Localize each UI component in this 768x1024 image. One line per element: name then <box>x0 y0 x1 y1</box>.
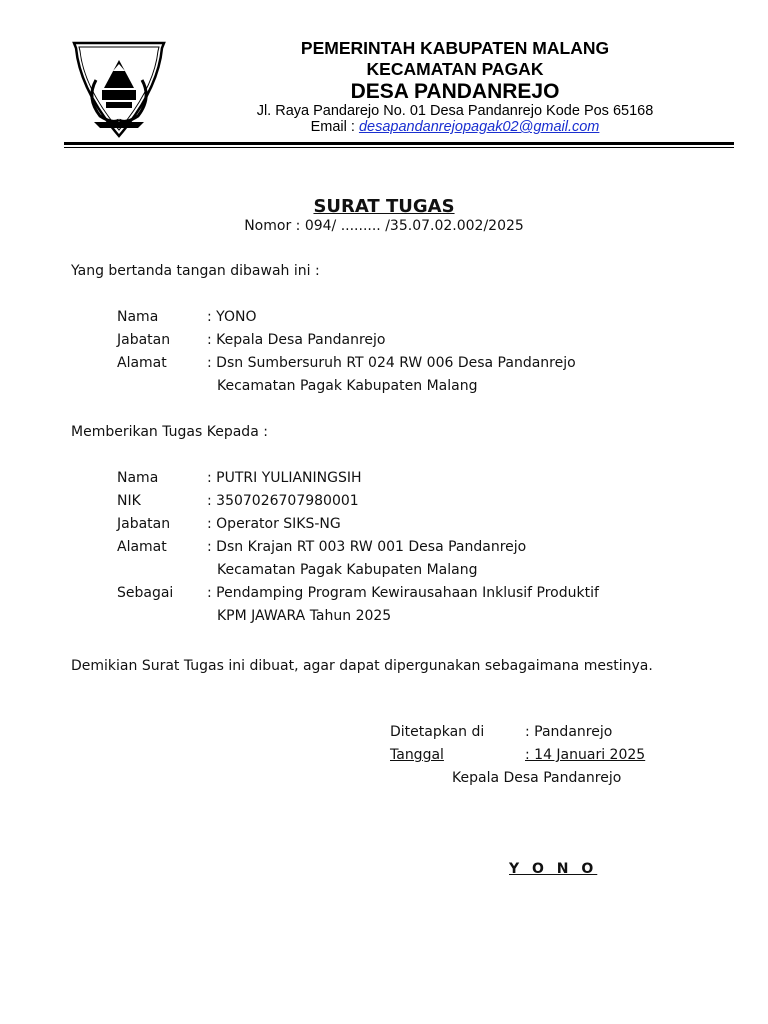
signer-title: Kepala Desa Pandanrejo <box>452 770 622 786</box>
signature-name: Y O N O <box>509 861 598 877</box>
date-value: : 14 Januari 2025 <box>525 747 646 763</box>
issued-at-value: : Pandanrejo <box>525 724 613 740</box>
assignee-role-line2: KPM JAWARA Tahun 2025 <box>217 608 392 624</box>
assignee-address-line2: Kecamatan Pagak Kabupaten Malang <box>217 562 478 578</box>
letterhead-rule-thin <box>64 147 734 148</box>
signer-position-label: Jabatan <box>117 332 171 348</box>
letterhead-rule-thick <box>64 142 734 145</box>
government-name: PEMERINTAH KABUPATEN MALANG <box>300 38 610 58</box>
assignee-nik: : 3507026707980001 <box>207 493 359 509</box>
assignee-name-label: Nama <box>117 470 159 486</box>
email-link[interactable]: desapandanrejopagak02@gmail.com <box>358 119 600 135</box>
assignee-role-line1: : Pendamping Program Kewirausahaan Inklusif Produktif <box>207 585 599 601</box>
assign-intro-text: Memberikan Tugas Kepada : <box>71 424 268 440</box>
signer-address-label: Alamat <box>117 355 167 371</box>
assignee-role-label: Sebagai <box>117 585 174 601</box>
closing-paragraph: Demikian Surat Tugas ini dibuat, agar dapat dipergunakan sebagaimana mestinya. <box>71 658 653 674</box>
letter-number: Nomor : 094/ ......... /35.07.02.002/2025 <box>244 218 524 234</box>
assignee-address-line1: : Dsn Krajan RT 003 RW 001 Desa Pandanrejo <box>207 539 527 555</box>
email-label: Email : <box>310 119 359 135</box>
assignee-position-label: Jabatan <box>117 516 171 532</box>
issued-at-label: Ditetapkan di <box>390 724 485 740</box>
assignee-nik-label: NIK <box>117 493 141 509</box>
letter-title: SURAT TUGAS <box>313 196 455 217</box>
signer-address-line1: : Dsn Sumbersuruh RT 024 RW 006 Desa Pandanrejo <box>207 355 576 371</box>
assignee-name: : PUTRI YULIANINGSIH <box>207 470 362 486</box>
signer-position: : Kepala Desa Pandanrejo <box>207 332 386 348</box>
signer-name: : YONO <box>207 309 257 325</box>
office-email <box>200 119 710 135</box>
assignee-address-label: Alamat <box>117 539 167 555</box>
district-name: KECAMATAN PAGAK <box>366 59 544 79</box>
kabupaten-malang-emblem <box>72 40 166 140</box>
intro-text: Yang bertanda tangan dibawah ini : <box>71 263 320 279</box>
signer-name-label: Nama <box>117 309 159 325</box>
assignee-position: : Operator SIKS-NG <box>207 516 341 532</box>
village-name: DESA PANDANREJO <box>350 80 560 103</box>
signer-address-line2: Kecamatan Pagak Kabupaten Malang <box>217 378 478 394</box>
office-address: Jl. Raya Pandarejo No. 01 Desa Pandanrejo Kode Pos 65168 <box>256 103 654 119</box>
date-label: Tanggal <box>390 747 444 763</box>
